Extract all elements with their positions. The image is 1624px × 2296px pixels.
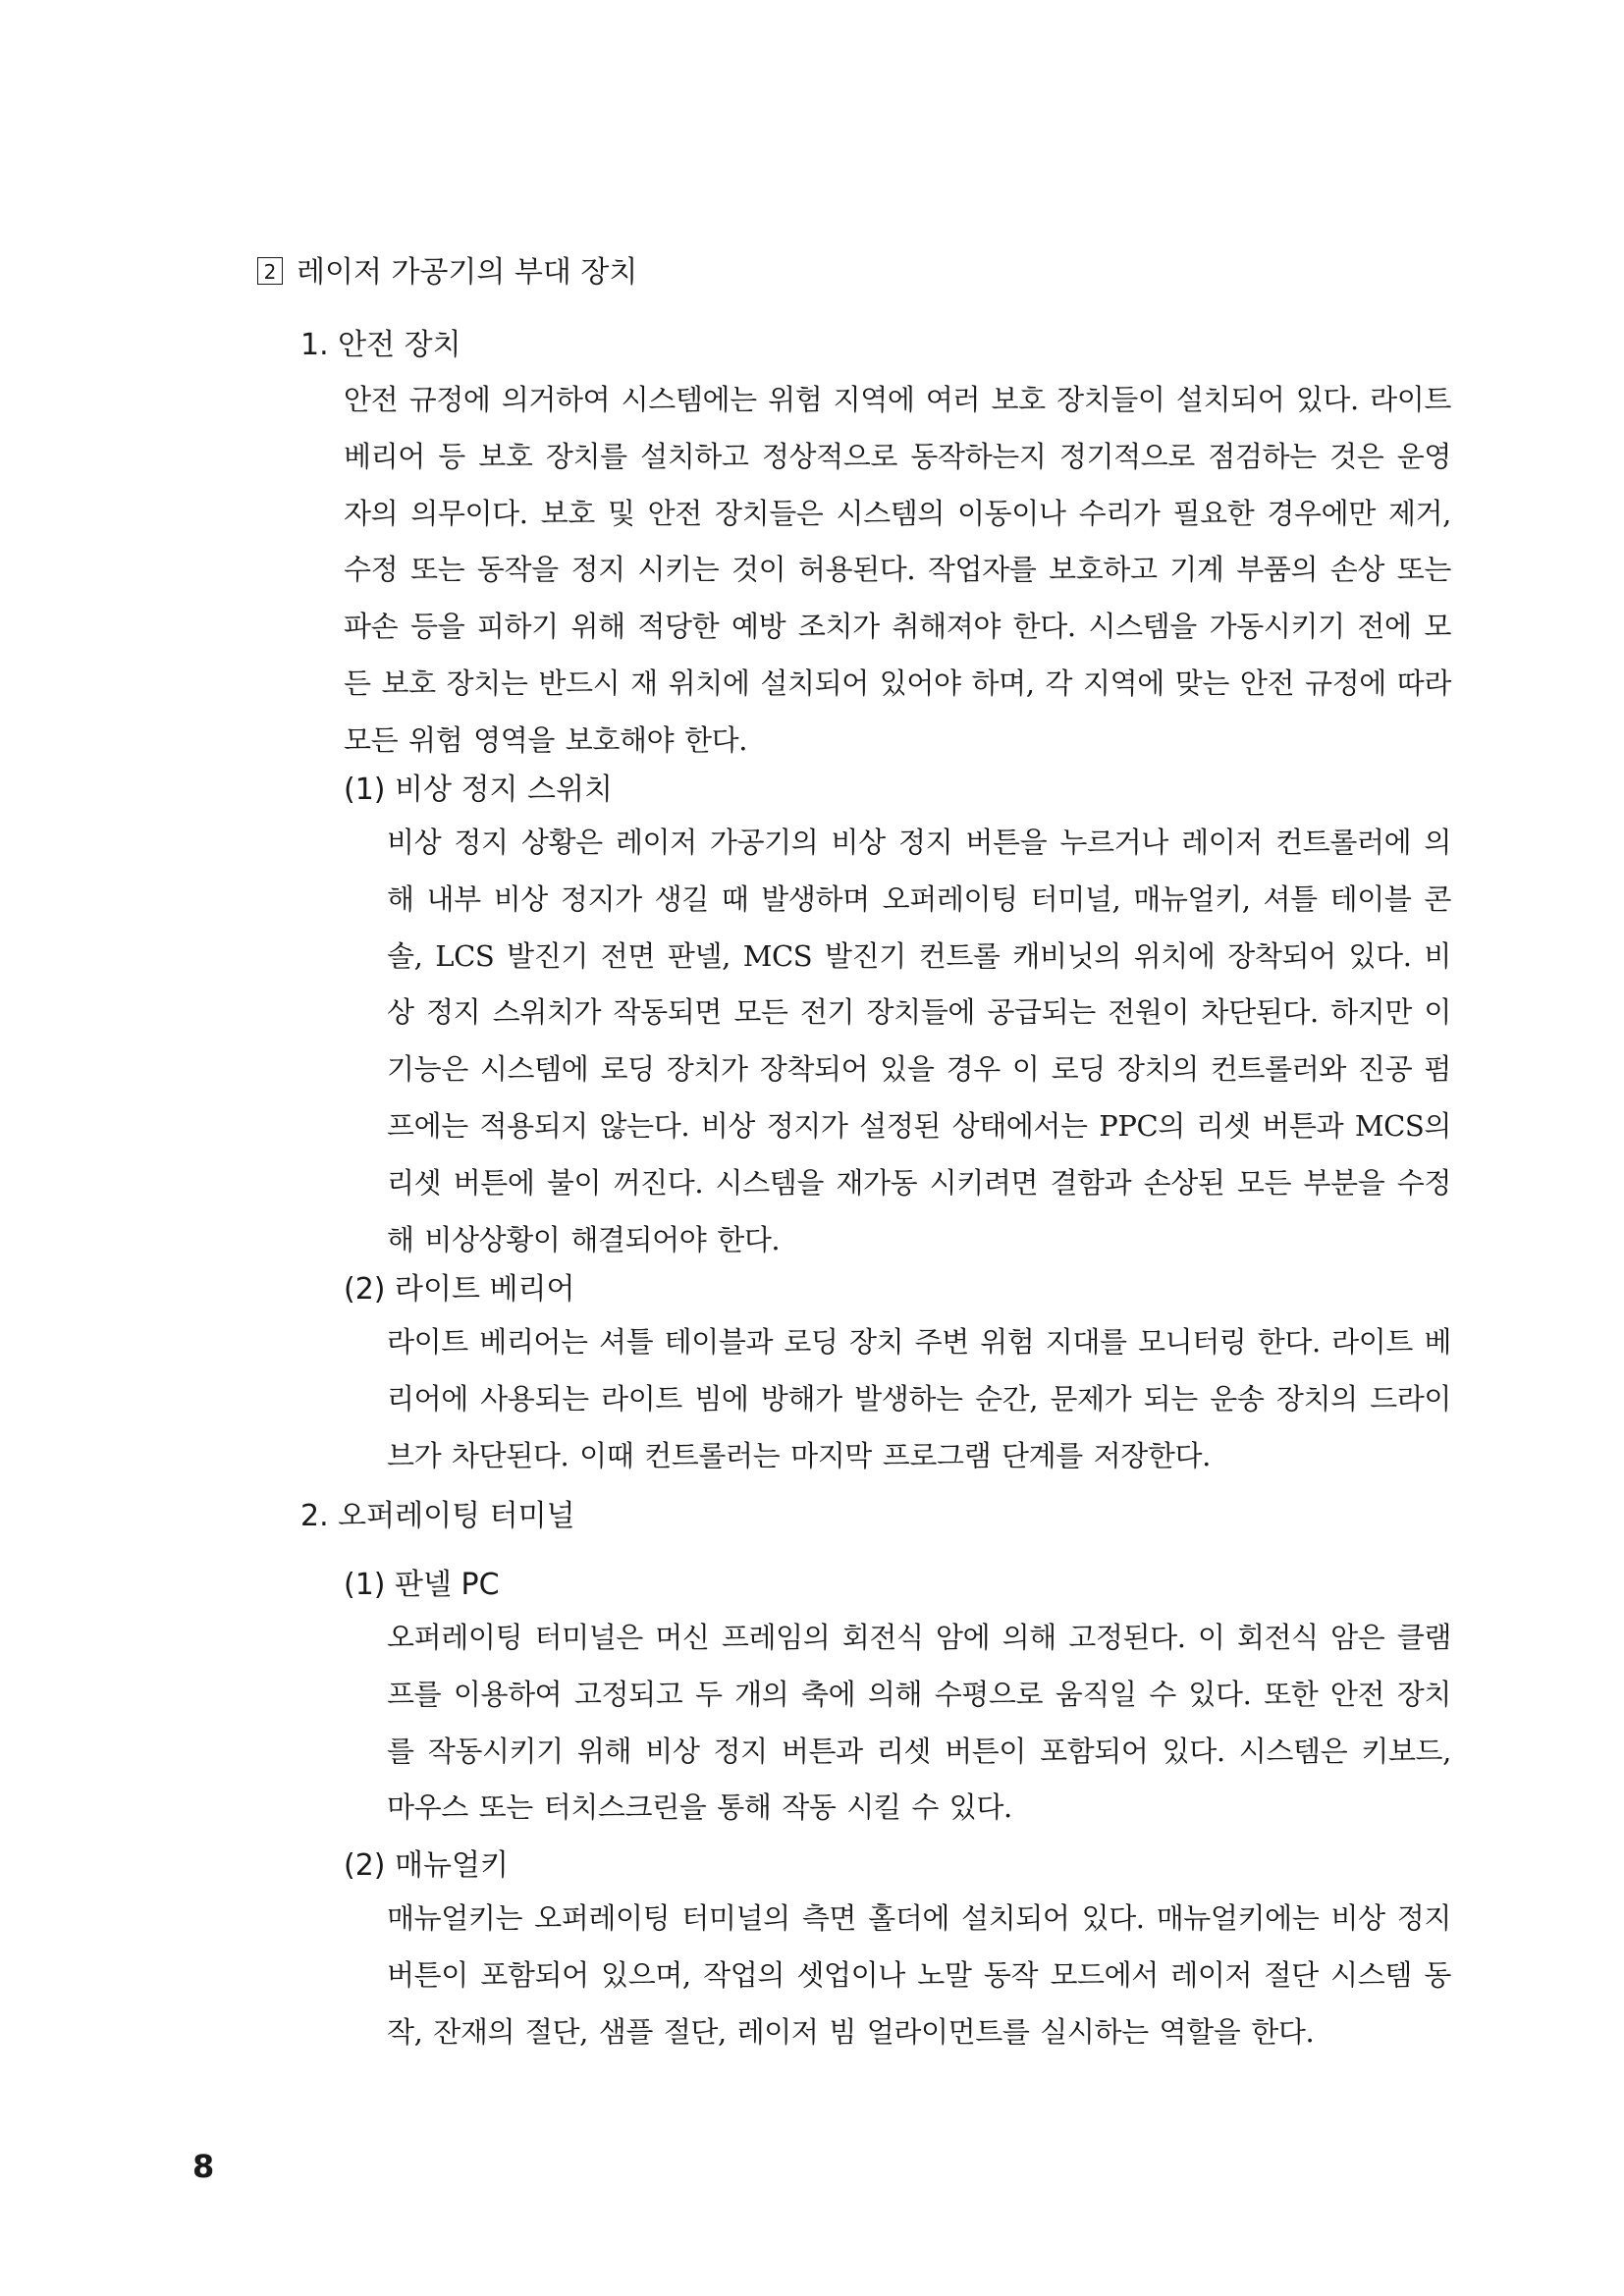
item-1-sub-2-title: (2) 라이트 베리어 — [344, 1272, 575, 1307]
item-2-title: 2. 오퍼레이팅 터미널 — [300, 1499, 575, 1533]
section-title: 레이저 가공기의 부대 장치 — [297, 255, 638, 290]
item-1-body: 안전 규정에 의거하여 시스템에는 위험 지역에 여러 보호 장치들이 설치되어 있다. 라이트 베리어 등 보호 장치를 설치하고 정상적으로 동작하는지 정기적으로 점검하는 것은 운영자의 의무이다. 보호 및 안전 장치들은 시스템의 이동이나 수리가 필요한 경우에만 제거, 수정 또는 동작을 정지 시키는 것이 허용된다. 작업자를 보호하고 기계 부품의 손상 또는 파손 등을 피하기 위해 적당한 예방 조치가 취해져야 한다. 시스템을 가동시키기 전에 모든 보호 장치는 반드시 재 위치에 설치되어 있어야 하며, 각 지역에 맞는 안전 규정에 따라 모든 위험 영역을 보호해야 한다. — [344, 383, 1451, 757]
section-heading — [257, 253, 637, 293]
item-1-title: 1. 안전 장치 — [300, 328, 461, 362]
item-2-sub-2-title: (2) 매뉴얼키 — [344, 1848, 509, 1883]
page-number: 8 — [192, 2148, 215, 2185]
item-2-sub-1-title: (1) 판넬 PC — [344, 1568, 500, 1602]
item-2-sub-2-body: 매뉴얼키는 오퍼레이팅 터미널의 측면 홀더에 설치되어 있다. 매뉴얼키에는 비상 정지버튼이 포함되어 있으며, 작업의 셋업이나 노말 동작 모드에서 레이저 절단 시스템 동작, 잔재의 절단, 샘플 절단, 레이저 빔 얼라이먼트를 실시하는 역할을 한다. — [387, 1901, 1451, 2049]
item-1-sub-1-body: 비상 정지 상황은 레이저 가공기의 비상 정지 버튼을 누르거나 레이저 컨트롤러에 의해 내부 비상 정지가 생길 때 발생하며 오퍼레이팅 터미널, 매뉴얼키, 셔틀 테이블 콘솔, LCS 발진기 전면 판넬, MCS 발진기 컨트롤 캐비닛의 위치에 장착되어 있다. 비상 정지 스위치가 작동되면 모든 전기 장치들에 공급되는 전원이 차단된다. 하지만 이 기능은 시스템에 로딩 장치가 장착되어 있을 경우 이 로딩 장치의 컨트롤러와 진공 펌프에는 적용되지 않는다. 비상 정지가 설정된 상태에서는 PPC의 리셋 버튼과 MCS의 리셋 버튼에 불이 꺼진다. 시스템을 재가동 시키려면 결함과 손상된 모든 부분을 수정해 비상상황이 해결되어야 한다. — [387, 826, 1451, 1256]
item-1-sub-1-title: (1) 비상 정지 스위치 — [344, 773, 613, 807]
section-number-box: 2 — [257, 257, 283, 285]
item-1-sub-2-body: 라이트 베리어는 셔틀 테이블과 로딩 장치 주변 위험 지대를 모니터링 한다. 라이트 베리어에 사용되는 라이트 빔에 방해가 발생하는 순간, 문제가 되는 운송 장치의 드라이브가 차단된다. 이때 컨트롤러는 마지막 프로그램 단계를 저장한다. — [387, 1325, 1451, 1472]
item-2-sub-1-body: 오퍼레이팅 터미널은 머신 프레임의 회전식 암에 의해 고정된다. 이 회전식 암은 클램프를 이용하여 고정되고 두 개의 축에 의해 수평으로 움직일 수 있다. 또한 안전 장치를 작동시키기 위해 비상 정지 버튼과 리셋 버튼이 포함되어 있다. 시스템은 키보드, 마우스 또는 터치스크린을 통해 작동 시킬 수 있다. — [387, 1621, 1451, 1825]
